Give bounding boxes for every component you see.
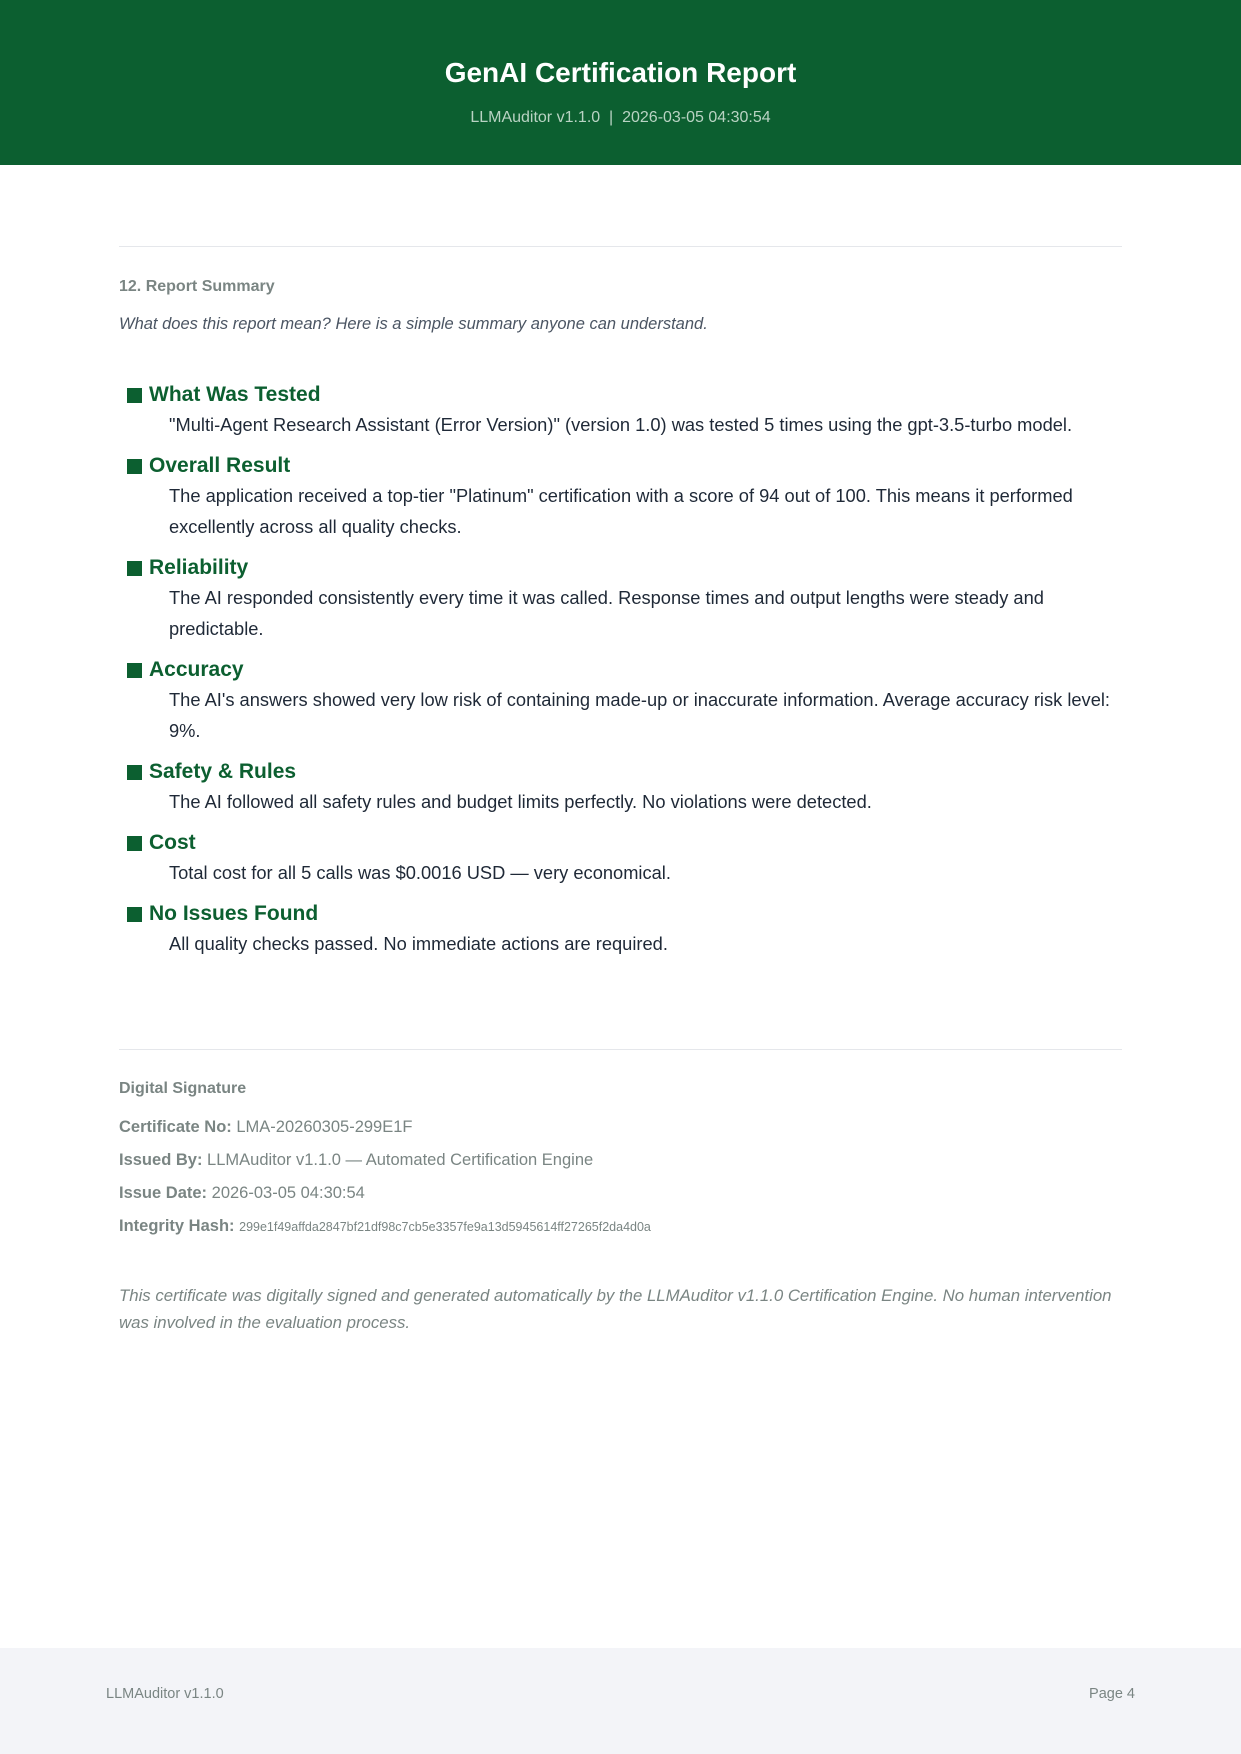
report-meta: LLMAuditor v1.1.0 | 2026-03-05 04:30:54 xyxy=(470,109,771,126)
footer-page-number: Page 4 xyxy=(1089,1686,1135,1702)
section-intro: What does this report mean? Here is a simple summary anyone can understand. xyxy=(119,315,708,333)
item-text: "Multi-Agent Research Assistant (Error Version)" (version 1.0) was tested 5 times using the gpt-3.5-turbo model. xyxy=(169,414,1073,435)
item-title: Cost xyxy=(149,831,196,854)
report-title: GenAI Certification Report xyxy=(444,57,797,88)
footer-product-version: LLMAuditor v1.1.0 xyxy=(106,1686,224,1702)
signature-heading: Digital Signature xyxy=(119,1080,247,1097)
summary-item-accuracy xyxy=(127,656,1122,746)
square-bullet-icon xyxy=(127,459,142,474)
square-bullet-icon xyxy=(127,561,142,576)
summary-item-no-issues xyxy=(127,900,1122,959)
page-footer xyxy=(0,1648,1241,1754)
square-bullet-icon xyxy=(127,388,142,403)
item-text: The AI's answers showed very low risk of containing made-up or inaccurate information. Average accuracy risk level: 9%. xyxy=(169,689,1111,741)
certificate-disclaimer: This certificate was digitally signed and generated automatically by the LLMAuditor v1.1.0 Certification Engine. No human intervention was involved in the evaluation process. xyxy=(119,1286,1112,1332)
issue-date-row xyxy=(119,1182,365,1204)
summary-item-safety-rules xyxy=(127,758,1122,817)
square-bullet-icon xyxy=(127,836,142,851)
summary-item-what-was-tested xyxy=(127,381,1122,440)
item-text: All quality checks passed. No immediate actions are required. xyxy=(169,933,668,954)
item-title: Reliability xyxy=(149,556,249,579)
top-divider xyxy=(119,246,1122,247)
item-text: The AI responded consistently every time it was called. Response times and output lengths were steady and predictable. xyxy=(169,587,1044,639)
square-bullet-icon xyxy=(127,663,142,678)
summary-item-cost xyxy=(127,829,1122,888)
report-header xyxy=(0,0,1241,165)
issue-date-label: Issue Date: xyxy=(119,1184,208,1202)
issued-by-row xyxy=(119,1149,593,1171)
item-title: No Issues Found xyxy=(149,902,319,925)
square-bullet-icon xyxy=(127,907,142,922)
issued-by-value: LLMAuditor v1.1.0 — Automated Certification Engine xyxy=(207,1151,594,1169)
item-text: Total cost for all 5 calls was $0.0016 USD — very economical. xyxy=(169,862,671,883)
item-text: The AI followed all safety rules and budget limits perfectly. No violations were detected. xyxy=(169,791,872,812)
summary-item-reliability xyxy=(127,554,1122,644)
certificate-number-value: LMA-20260305-299E1F xyxy=(236,1118,413,1136)
integrity-hash-label: Integrity Hash: xyxy=(119,1217,235,1235)
item-title: Safety & Rules xyxy=(149,760,297,783)
section-heading: 12. Report Summary xyxy=(119,278,275,295)
summary-item-overall-result xyxy=(127,452,1122,542)
certificate-number-label: Certificate No: xyxy=(119,1118,232,1136)
integrity-hash-value: 299e1f49affda2847bf21df98c7cb5e3357fe9a13d5945614ff27265f2da4d0a xyxy=(239,1220,651,1234)
square-bullet-icon xyxy=(127,765,142,780)
item-title: Overall Result xyxy=(149,454,291,477)
summary-list xyxy=(127,381,1122,971)
signature-divider xyxy=(119,1049,1122,1050)
item-title: Accuracy xyxy=(149,658,244,681)
item-text: The application received a top-tier "Platinum" certification with a score of 94 out of 100. This means it performed excellently across all quality checks. xyxy=(169,485,1073,537)
certificate-number-row xyxy=(119,1116,413,1138)
integrity-hash-row xyxy=(119,1215,651,1238)
issued-by-label: Issued By: xyxy=(119,1151,203,1169)
item-title: What Was Tested xyxy=(149,383,321,406)
issue-date-value: 2026-03-05 04:30:54 xyxy=(211,1184,365,1202)
